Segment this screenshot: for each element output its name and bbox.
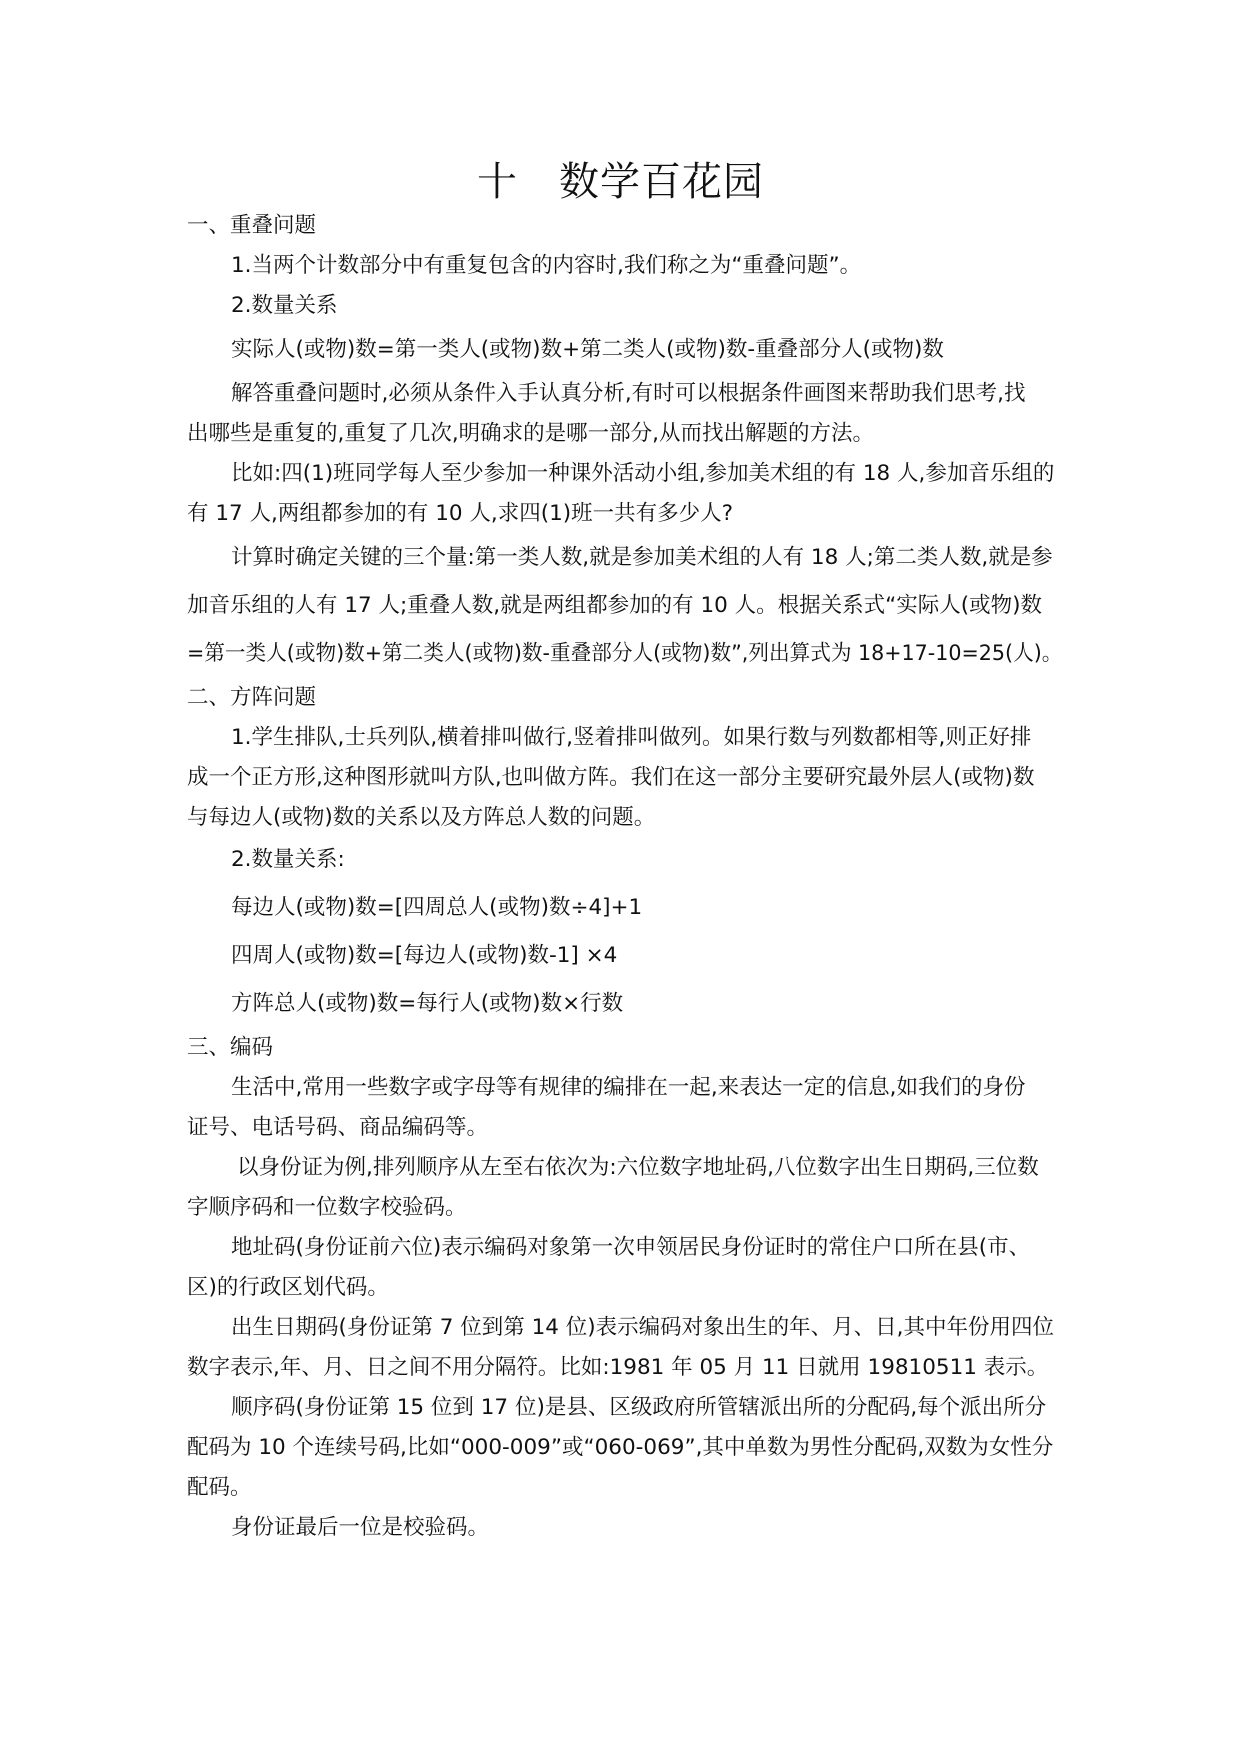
paragraph-line: 与每边人(或物)数的关系以及方阵总人数的问题。 [187, 805, 656, 830]
paragraph-line: 解答重叠问题时,必须从条件入手认真分析,有时可以根据条件画图来帮助我们思考,找 [231, 381, 1026, 406]
paragraph-line: 计算时确定关键的三个量:第一类人数,就是参加美术组的人有 18 人;第二类人数,就是参 [231, 545, 1053, 570]
paragraph-line: 2.数量关系: [231, 847, 345, 872]
paragraph-line: 地址码(身份证前六位)表示编码对象第一次申领居民身份证时的常住户口所在县(市、 [231, 1235, 1031, 1260]
paragraph-line: 出生日期码(身份证第 7 位到第 14 位)表示编码对象出生的年、月、日,其中年份用四位 [231, 1315, 1054, 1340]
section-heading-matrix: 二、方阵问题 [187, 685, 317, 710]
paragraph-line: 顺序码(身份证第 15 位到 17 位)是县、区级政府所管辖派出所的分配码,每个派出所分 [231, 1395, 1047, 1420]
paragraph-line: 1.学生排队,士兵列队,横着排叫做行,竖着排叫做列。如果行数与列数都相等,则正好排 [231, 725, 1032, 750]
paragraph-line: 生活中,常用一些数字或字母等有规律的编排在一起,来表达一定的信息,如我们的身份 [231, 1075, 1026, 1100]
formula-line: 四周人(或物)数=[每边人(或物)数-1] ×4 [231, 943, 618, 968]
paragraph-line: 以身份证为例,排列顺序从左至右依次为:六位数字地址码,八位数字出生日期码,三位数 [237, 1155, 1039, 1180]
paragraph-line: 数字表示,年、月、日之间不用分隔符。比如:1981 年 05 月 11 日就用 19810511 表示。 [187, 1355, 1049, 1380]
paragraph-line: =第一类人(或物)数+第二类人(或物)数-重叠部分人(或物)数”,列出算式为 18+17-10=25(人)。 [187, 641, 1063, 666]
paragraph-line: 出哪些是重复的,重复了几次,明确求的是哪一部分,从而找出解题的方法。 [187, 421, 875, 446]
paragraph-line: 身份证最后一位是校验码。 [231, 1515, 490, 1540]
paragraph-line: 比如:四(1)班同学每人至少参加一种课外活动小组,参加美术组的有 18 人,参加音乐组的 [231, 461, 1055, 486]
formula-line: 方阵总人(或物)数=每行人(或物)数×行数 [231, 991, 624, 1016]
paragraph-line: 区)的行政区划代码。 [187, 1275, 389, 1300]
section-heading-overlap: 一、重叠问题 [187, 213, 317, 238]
paragraph-line: 加音乐组的人有 17 人;重叠人数,就是两组都参加的有 10 人。根据关系式“实际人(或物)数 [187, 593, 1043, 618]
paragraph-line: 配码为 10 个连续号码,比如“000-009”或“060-069”,其中单数为男性分配码,双数为女性分 [187, 1435, 1054, 1460]
formula-line: 每边人(或物)数=[四周总人(或物)数÷4]+1 [231, 895, 643, 920]
paragraph-line: 2.数量关系 [231, 293, 338, 318]
paragraph-line: 成一个正方形,这种图形就叫方队,也叫做方阵。我们在这一部分主要研究最外层人(或物)数 [187, 765, 1035, 790]
paragraph-line: 字顺序码和一位数字校验码。 [187, 1195, 467, 1220]
formula-line: 实际人(或物)数=第一类人(或物)数+第二类人(或物)数-重叠部分人(或物)数 [231, 337, 944, 362]
section-heading-encoding: 三、编码 [187, 1035, 274, 1060]
page-title: 十 数学百花园 [477, 159, 764, 205]
paragraph-line: 有 17 人,两组都参加的有 10 人,求四(1)班一共有多少人? [187, 501, 734, 526]
paragraph-line: 1.当两个计数部分中有重复包含的内容时,我们称之为“重叠问题”。 [231, 253, 862, 278]
paragraph-line: 配码。 [187, 1475, 252, 1500]
paragraph-line: 证号、电话号码、商品编码等。 [187, 1115, 489, 1140]
